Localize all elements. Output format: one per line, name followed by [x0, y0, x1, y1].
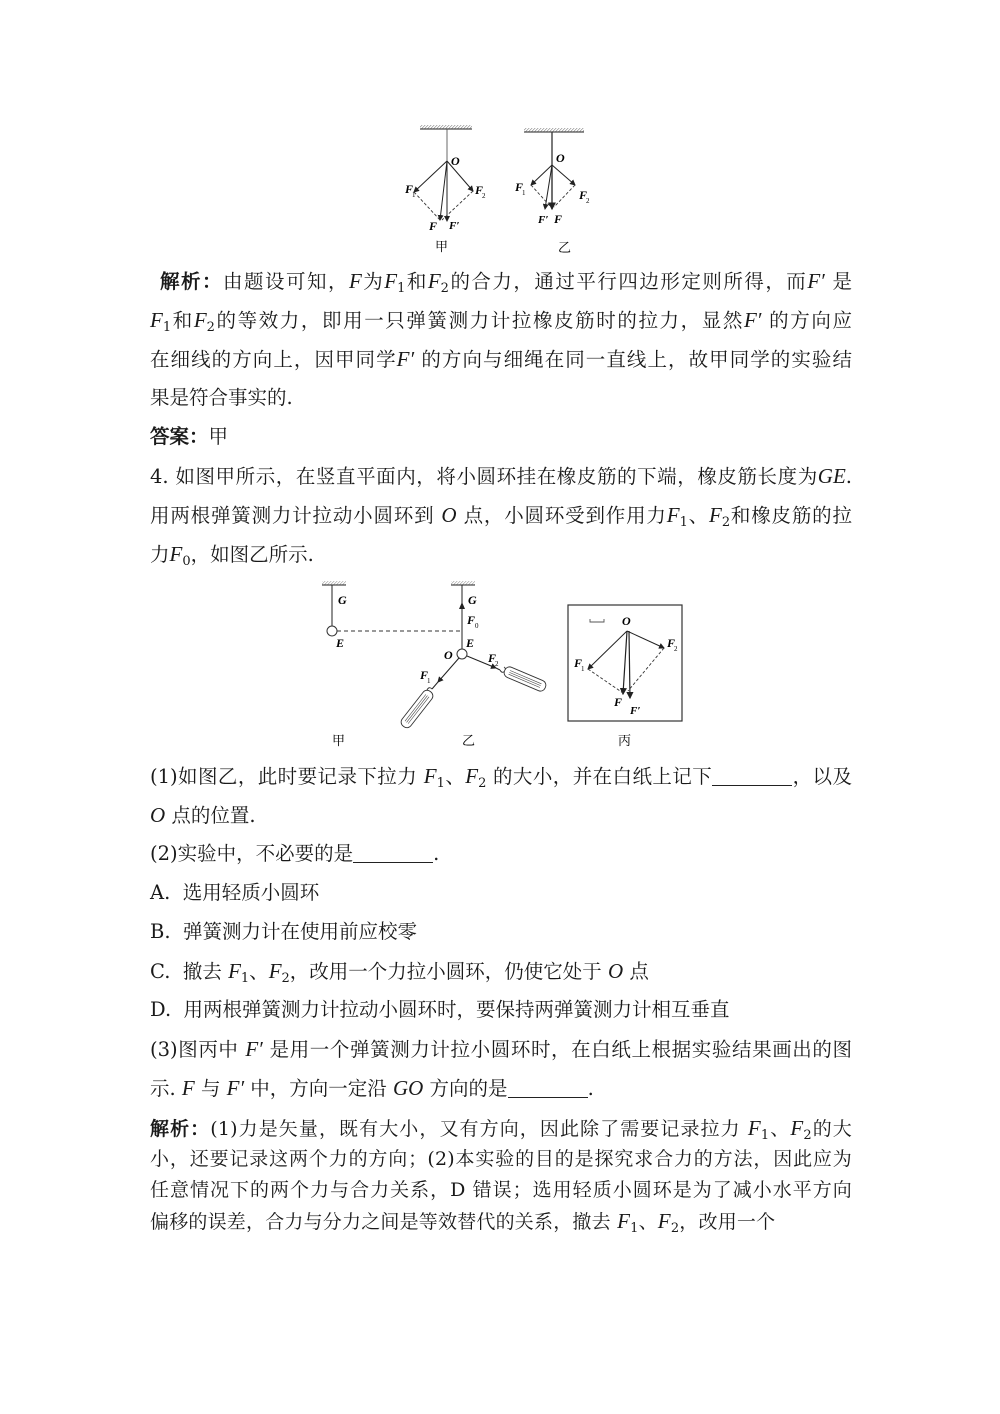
option-d: D. 用两根弹簧测力计拉动小圆环时，要保持两弹簧测力计相互垂直	[150, 998, 730, 1021]
option-key: A.	[150, 881, 171, 904]
question-number: 4.	[150, 465, 169, 488]
label-f1: F	[574, 656, 583, 670]
svg-text:1: 1	[522, 189, 526, 197]
q4-sub1-line2: O 点的位置.	[150, 803, 256, 827]
analysis-label: 解析：	[150, 1118, 211, 1140]
label-o: O	[444, 648, 453, 662]
analysis2-line4: 偏移的误差，合力与分力之间是等效替代的关系，撤去 $F_1$、$F_2$，改用一个	[150, 1209, 776, 1236]
label-f0: F	[467, 613, 476, 627]
label-f2: F	[667, 636, 676, 650]
panel-bing	[568, 605, 682, 749]
label-f: F	[429, 219, 438, 233]
option-c: C. 撤去 $F_1$、$F_2$，改用一个力拉小圆环，仍使它处于 O 点	[150, 959, 649, 986]
caption-jia: 甲	[332, 734, 346, 749]
svg-text:2: 2	[482, 192, 486, 200]
analysis1-line1: 解析：由题设可知，F为$F_1$和$F_2$的合力，通过平行四边形定则所得，而F′ 是	[160, 269, 852, 296]
vector-f	[440, 161, 447, 220]
label-f: F	[614, 695, 623, 709]
figure-top-force-diagrams	[405, 115, 615, 260]
vector-f2	[552, 165, 575, 185]
ring-o	[457, 649, 467, 659]
label-o: O	[451, 154, 460, 168]
q4-sub1-line1: (1)如图乙，此时要记录下拉力 $F_1$、$F_2$ 的大小，并在白纸上记下 ，以及	[150, 764, 852, 791]
figure-q4-experiment	[310, 575, 700, 755]
label-g: G	[338, 593, 347, 607]
analysis1-line4: 果是符合事实的.	[150, 386, 293, 409]
option-key: C.	[150, 960, 171, 983]
label-f-prime: F′	[538, 214, 549, 226]
ring-e	[327, 626, 337, 636]
answer-blank-2[interactable]	[353, 842, 433, 863]
answer-label: 答案：	[150, 425, 209, 448]
caption-yi: 乙	[462, 734, 476, 749]
q4-sub3-line1: (3)图丙中 F′ 是用一个弹簧测力计拉小圆环时，在白纸上根据实验结果画出的图	[150, 1037, 853, 1061]
label-f2: F	[475, 183, 484, 197]
svg-text:2: 2	[495, 660, 499, 668]
analysis1-line3: 在细线的方向上，因甲同学F′ 的方向与细绳在同一直线上，故甲同学的实验结	[150, 347, 852, 371]
option-key: B.	[150, 920, 171, 943]
analysis2-line2: 小，还要记录这两个力的方向；(2)本实验的目的是探究求合力的方法，因此应为	[150, 1148, 852, 1170]
question4-line1: 4. 如图甲所示，在竖直平面内，将小圆环挂在橡皮筋的下端，橡皮筋长度为GE.	[150, 464, 852, 488]
svg-text:2: 2	[586, 197, 590, 205]
svg-text:1: 1	[412, 191, 416, 199]
answer-blank-3[interactable]	[508, 1077, 588, 1098]
answer1	[150, 424, 852, 450]
panel-yi	[514, 128, 590, 256]
vector-f1	[414, 161, 447, 192]
panel-jia	[405, 125, 486, 255]
question4-line2: 用两根弹簧测力计拉动小圆环到 O 点，小圆环受到作用力$F_1$、$F_2$和橡皮筋的拉	[150, 503, 852, 530]
label-f1: F	[515, 180, 524, 194]
option-b: B. 弹簧测力计在使用前应校零	[150, 920, 417, 943]
option-key: D.	[150, 998, 172, 1021]
analysis1-line2: $F_1$和$F_2$的等效力，即用一只弹簧测力计拉橡皮筋时的拉力，显然F′ 的方向应	[150, 308, 852, 335]
q4-sub3-line2: 示. F 与 F′ 中，方向一定沿 GO 方向的是 .	[150, 1076, 594, 1100]
svg-text:1: 1	[427, 677, 431, 685]
svg-text:0: 0	[475, 622, 479, 630]
svg-text:1: 1	[581, 665, 585, 673]
label-f2: F	[579, 188, 588, 202]
label-o: O	[622, 614, 631, 628]
label-e: E	[336, 636, 345, 650]
vector-f-prime	[545, 165, 552, 209]
label-f2: F	[488, 651, 497, 665]
analysis-label: 解析：	[160, 270, 223, 293]
svg-text:2: 2	[674, 645, 678, 653]
label-e: E	[466, 636, 475, 650]
analysis2-line1: 解析：(1)力是矢量，既有大小，又有方向，因此除了需要记录拉力 $F_1$、$F_2$的大	[150, 1116, 852, 1143]
label-f1: F	[420, 668, 429, 682]
answer-value: 甲	[208, 425, 229, 448]
option-a: A. 选用轻质小圆环	[150, 881, 320, 904]
q4-sub2: (2)实验中，不必要的是 .	[150, 842, 440, 865]
caption-bing: 丙	[618, 734, 632, 749]
label-f-prime: F′	[449, 220, 460, 232]
panel-jia	[322, 581, 462, 749]
label-f1: F	[405, 182, 414, 196]
analysis2-line3: 任意情况下的两个力与合力关系，D 错误；选用轻质小圆环是为了减小水平方向	[150, 1179, 852, 1201]
question4-line3: 力$F_0$，如图乙所示.	[150, 542, 314, 569]
caption-jia: 甲	[435, 240, 449, 255]
panel-yi	[399, 581, 547, 749]
label-o: O	[556, 151, 565, 165]
answer-blank-1[interactable]	[712, 765, 792, 786]
label-f: F	[554, 212, 563, 226]
label-f-prime: F′	[630, 705, 641, 717]
caption-yi: 乙	[558, 241, 572, 256]
label-g: G	[468, 593, 477, 607]
